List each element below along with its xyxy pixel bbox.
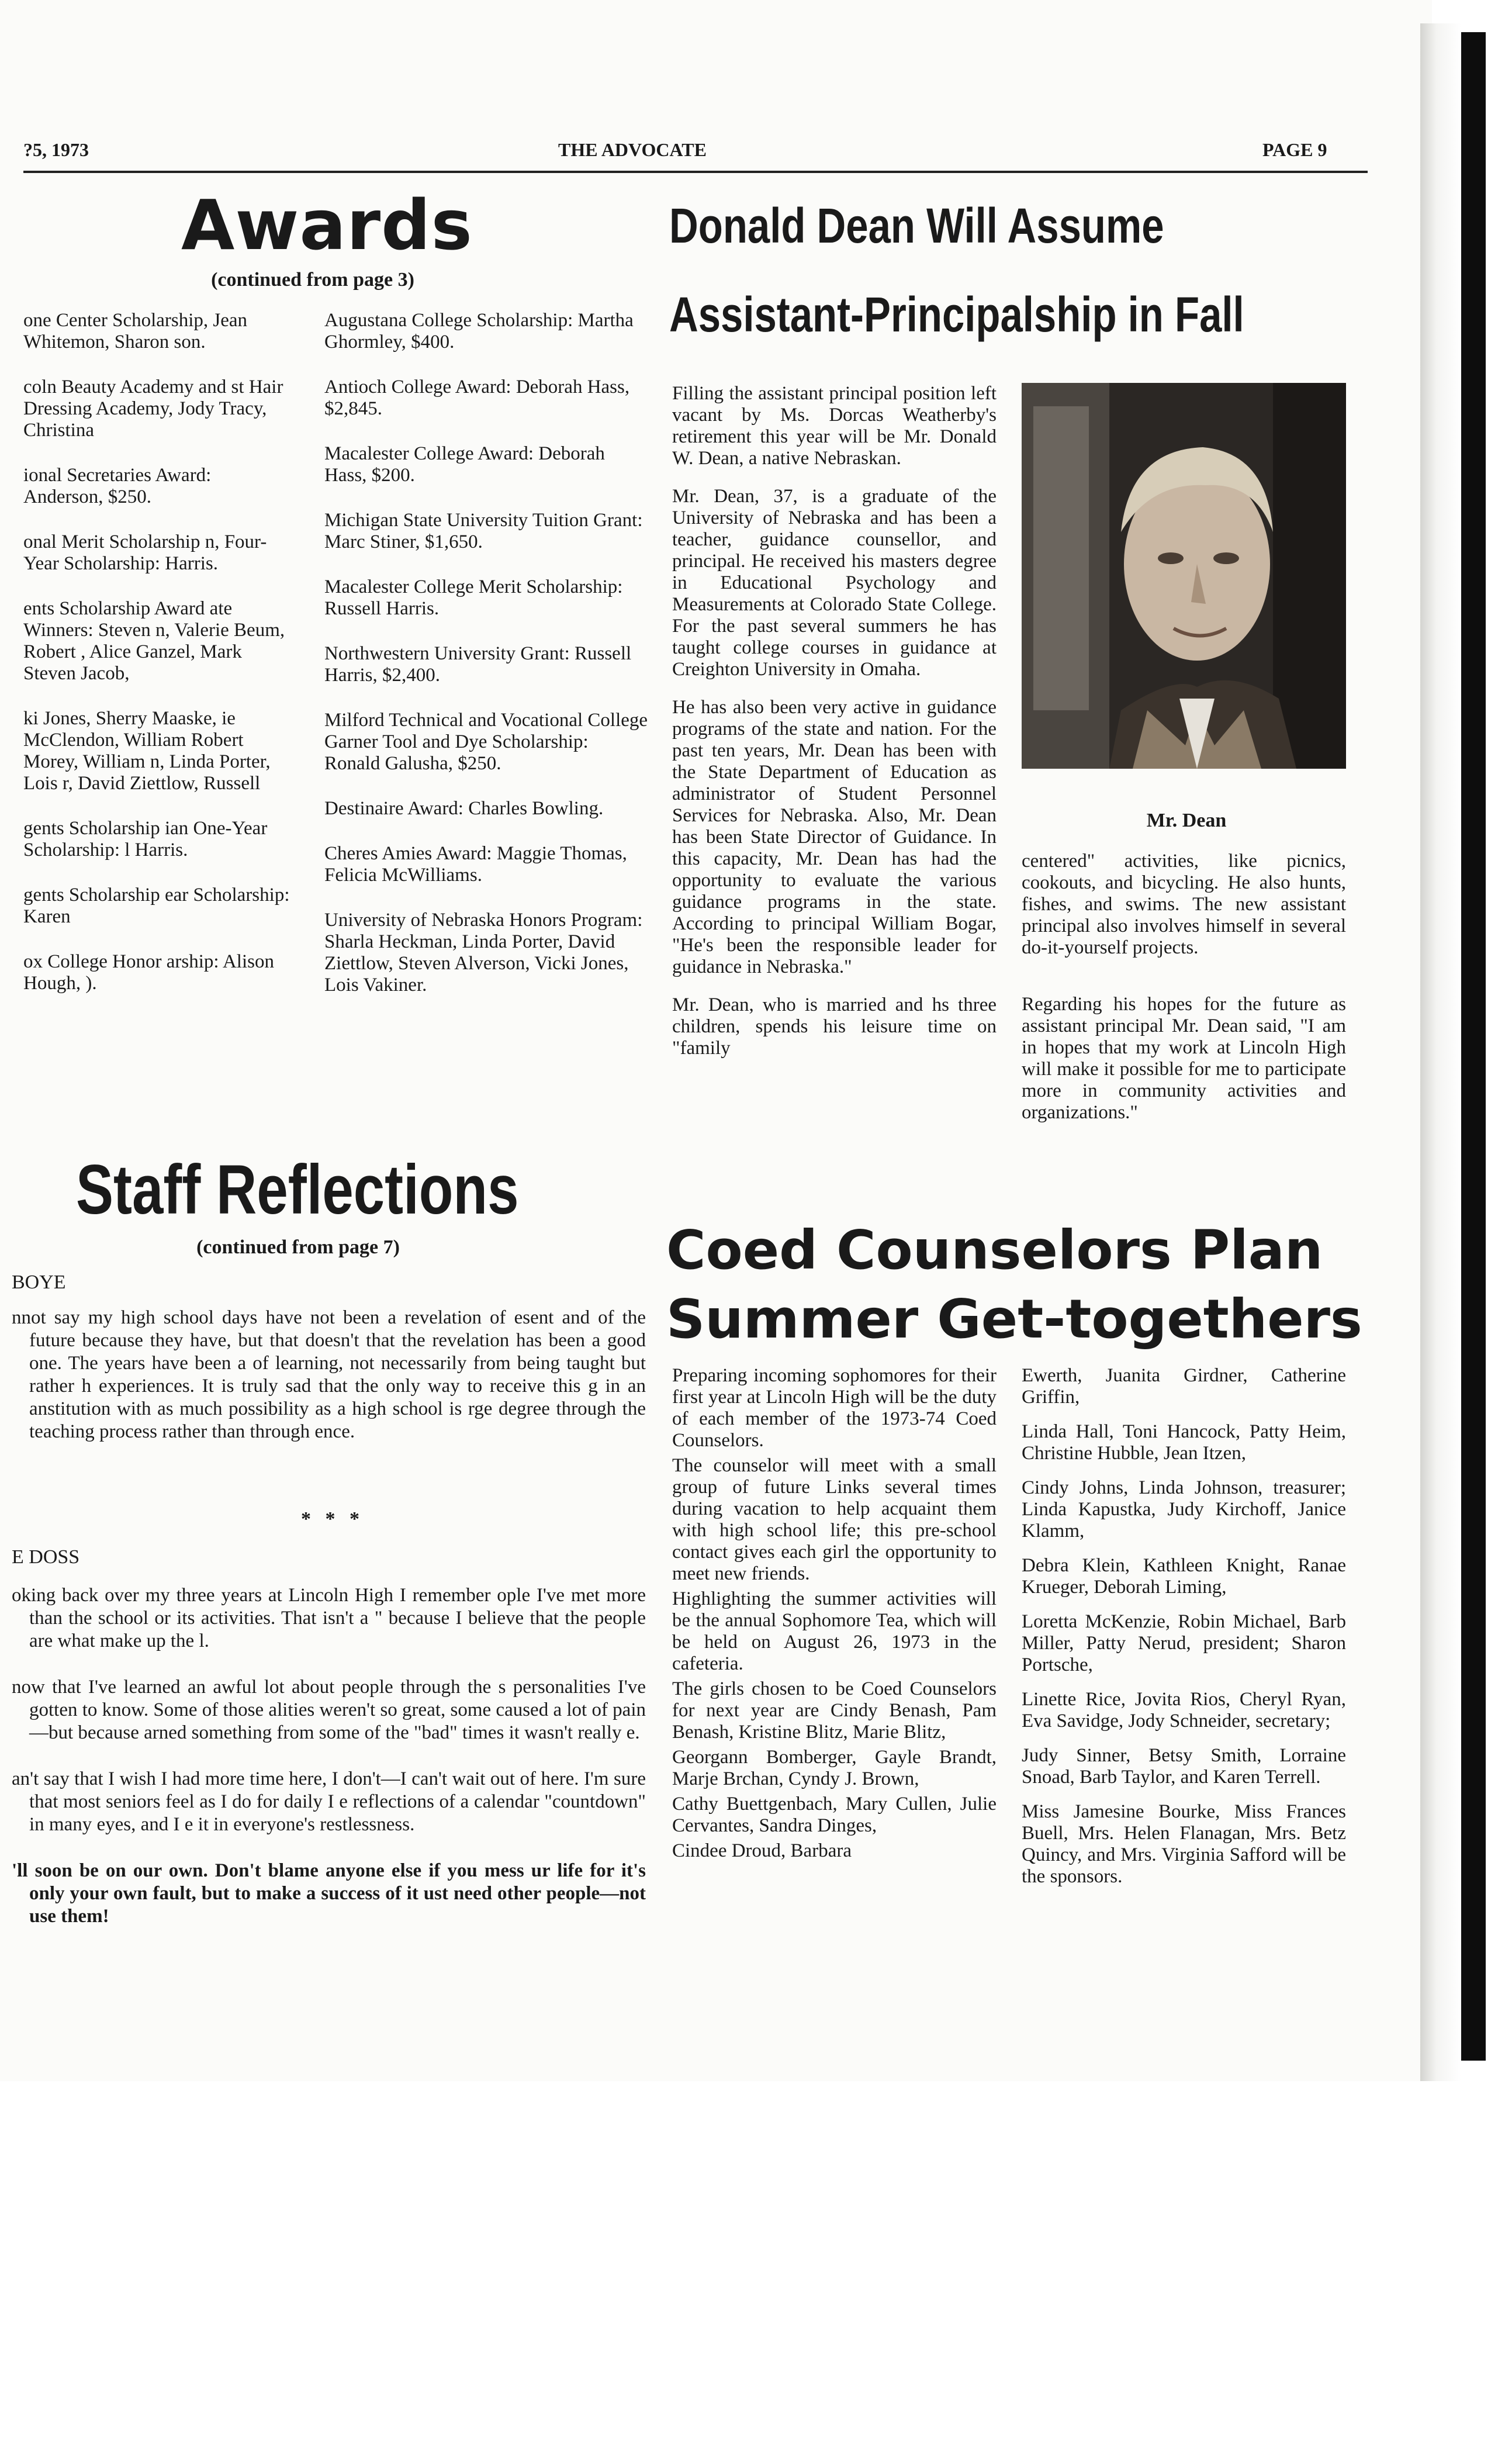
- dean-column-1: [672, 383, 997, 1083]
- award-item: coln Beauty Academy and st Hair Dressing Academy, Jody Tracy, Christina: [23, 376, 283, 441]
- photo-caption: Mr. Dean: [1146, 810, 1227, 831]
- page-shadow: [1420, 23, 1461, 2081]
- coed-headline: [666, 1216, 1362, 1354]
- award-item: Cheres Amies Award: Maggie Thomas, Felicia McWilliams.: [324, 843, 627, 886]
- section-divider-stars: * * *: [301, 1508, 364, 1530]
- coed-paragraph: Cindy Johns, Linda Johnson, treasurer; Linda Kapustka, Judy Kirchoff, Janice Klamm,: [1022, 1477, 1346, 1542]
- scanner-edge: [1461, 32, 1486, 2061]
- author-byline: E DOSS: [12, 1546, 80, 1568]
- coed-paragraph: Miss Jamesine Bourke, Miss Frances Buell, Mrs. Helen Flanagan, Mrs. Betz Quincy, and Mrs. Virginia Safford will be the sponsors.: [1022, 1801, 1346, 1887]
- coed-paragraph: Highlighting the summer activities will be the annual Sophomore Tea, which will be held on August 26, 1973 in the cafeteria.: [672, 1588, 997, 1674]
- awards-headline: Awards: [181, 185, 473, 265]
- dean-column-2: [1022, 851, 1346, 1147]
- awards-mid-column: [324, 310, 649, 1020]
- coed-paragraph: Linda Hall, Toni Hancock, Patty Heim, Christine Hubble, Jean Itzen,: [1022, 1421, 1346, 1464]
- coed-paragraph: Debra Klein, Kathleen Knight, Ranae Krueger, Deborah Liming,: [1022, 1555, 1346, 1598]
- award-item: University of Nebraska Honors Program: Sharla Heckman, Linda Porter, David Ziettlow, Steven Alverson, Vicki Jones, Lois Vakiner.: [324, 910, 643, 996]
- dean-paragraph: Mr. Dean, who is married and hs three children, spends his leisure time on "family: [672, 994, 997, 1059]
- award-item: gents Scholarship ear Scholarship: Karen: [23, 884, 290, 927]
- coed-paragraph: Linette Rice, Jovita Rios, Cheryl Ryan, Eva Savidge, Jody Schneider, secretary;: [1022, 1689, 1346, 1732]
- coed-paragraph: Cathy Buettgenbach, Mary Cullen, Julie Cervantes, Sandra Dinges,: [672, 1793, 997, 1836]
- portrait-illustration: [1022, 383, 1346, 769]
- award-item: Augustana College Scholarship: Martha Ghormley, $400.: [324, 310, 634, 353]
- staff-paragraph: an't say that I wish I had more time here, I don't—I can't wait out of here. I'm sure that most seniors feel as I do for daily I e reflections of a calendar "countdown" in many eyes, and I e it in everyone's restlessness.: [12, 1768, 646, 1835]
- staff-paragraph: nnot say my high school days have not been a revelation of esent and of the future because they have, but that doesn't that the revelation has been a good one. The years have been a of learning, not necessarily from being taught but rather h experiences. It is truly sad that the only way to receive this g in an anstitution with as much possibility as a high school is rge degree through the teaching process rather than through ence.: [12, 1307, 646, 1442]
- dean-headline-line-1: Donald Dean Will Assume: [669, 198, 1164, 253]
- award-item: onal Merit Scholarship n, Four-Year Scholarship: Harris.: [23, 531, 267, 574]
- coed-paragraph: Cindee Droud, Barbara: [672, 1840, 852, 1861]
- dean-headline: [669, 181, 1244, 359]
- award-item: Northwestern University Grant: Russell Harris, $2,400.: [324, 643, 632, 686]
- staff-reflection-2: [12, 1584, 646, 1928]
- award-item: ional Secretaries Award: Anderson, $250.: [23, 465, 212, 507]
- coed-paragraph: The girls chosen to be Coed Counselors for next year are Cindy Benash, Pam Benash, Kristine Blitz, Marie Blitz,: [672, 1678, 997, 1743]
- coed-column-1: [672, 1365, 997, 1885]
- issue-date: ?5, 1973: [23, 139, 89, 160]
- staff-paragraph: now that I've learned an awful lot about people through the s personalities I've gotten to know. Some of those alities weren't so great, some caused a lot of pain—but because arned something from some of the "bad" times it wasn't really e.: [12, 1677, 646, 1743]
- dean-paragraph: He has also been very active in guidance programs of the state and nation. For the past ten years, Mr. Dean has been with the State Department of Education as administrator of Student Personnel Services for Nebraska. Also, Mr. Dean has been State Director of Guidance. In this capacity, Mr. Dean has had the opportunity to evaluate the various guidance programs in the state. According to principal William Bogar, "He's been the responsible leader for guidance in Nebraska.": [672, 697, 997, 977]
- coed-headline-line-2: Summer Get-togethers: [666, 1288, 1362, 1350]
- award-item: ox College Honor arship: Alison Hough, ).: [23, 951, 274, 994]
- award-item: Antioch College Award: Deborah Hass, $2,845.: [324, 376, 630, 419]
- staff-reflection-1: [12, 1307, 646, 1443]
- dean-paragraph: Filling the assistant principal position left vacant by Ms. Dorcas Weatherby's retirement this year will be Mr. Donald W. Dean, a native Nebraskan.: [672, 383, 997, 469]
- award-item: Michigan State University Tuition Grant: Marc Stiner, $1,650.: [324, 510, 643, 552]
- award-item: Macalester College Merit Scholarship: Russell Harris.: [324, 576, 623, 619]
- dean-portrait-photo: [1022, 383, 1346, 769]
- coed-paragraph: Loretta McKenzie, Robin Michael, Barb Miller, Patty Nerud, president; Sharon Portsche,: [1022, 1611, 1346, 1675]
- award-item: one Center Scholarship, Jean Whitemon, Sharon son.: [23, 310, 248, 353]
- staff-paragraph: oking back over my three years at Lincoln High I remember ople I've met more than the school or its activities. That isn't a " because I believe that the people are what make up the l.: [12, 1585, 646, 1651]
- coed-paragraph: Judy Sinner, Betsy Smith, Lorraine Snoad, Barb Taylor, and Karen Terrell.: [1022, 1745, 1346, 1788]
- awards-left-column: [23, 310, 292, 1018]
- coed-headline-line-1: Coed Counselors Plan: [666, 1219, 1323, 1281]
- award-item: ki Jones, Sherry Maaske, ie McClendon, William Robert Morey, William n, Linda Porter, Lois r, David Ziettlow, Russell: [23, 708, 271, 794]
- staff-reflections-headline: Staff Reflections: [76, 1150, 519, 1229]
- coed-paragraph: Ewerth, Juanita Girdner, Catherine Griffin,: [1022, 1365, 1346, 1408]
- award-item: Milford Technical and Vocational College Garner Tool and Dye Scholarship: Ronald Galusha, $250.: [324, 710, 648, 774]
- dean-paragraph: centered" activities, like picnics, cookouts, and bicycling. He also hunts, fishes, and swims. The new assistant principal also involves himself in several do-it-yourself projects.: [1022, 851, 1346, 958]
- header-rule: [23, 171, 1368, 173]
- dean-paragraph: Regarding his hopes for the future as assistant principal Mr. Dean said, "I am in hopes that my work at Lincoln High will make it possible for me to participate more in community activities and organizations.": [1022, 994, 1346, 1123]
- award-item: Destinaire Award: Charles Bowling.: [324, 798, 604, 819]
- awards-continued: (continued from page 3): [211, 269, 414, 291]
- staff-continued: (continued from page 7): [196, 1236, 400, 1258]
- coed-column-2: [1022, 1365, 1346, 1911]
- award-item: Macalester College Award: Deborah Hass, $200.: [324, 443, 605, 486]
- paper-name: THE ADVOCATE: [558, 139, 707, 160]
- dean-headline-line-2: Assistant-Principalship in Fall: [669, 287, 1244, 342]
- coed-paragraph: The counselor will meet with a small group of future Links several times during vacation to help acquaint them with high school life; this pre-school contact gives each girl the opportunity to meet new friends.: [672, 1455, 997, 1584]
- dean-paragraph: Mr. Dean, 37, is a graduate of the University of Nebraska and has been a teacher, guidance counsellor, and principal. He received his masters degree in Educational Psychology and Measurements at Colorado State College. For the past several summers he has taught college courses in guidance at Creighton University in Omaha.: [672, 486, 997, 680]
- award-item: ents Scholarship Award ate Winners: Steven n, Valerie Beum, Robert , Alice Ganzel, Mark Steven Jacob,: [23, 598, 285, 684]
- award-item: gents Scholarship ian One-Year Scholarship: l Harris.: [23, 818, 268, 861]
- page-number: PAGE 9: [1262, 139, 1327, 160]
- coed-paragraph: Georgann Bomberger, Gayle Brandt, Marje Brchan, Cyndy J. Brown,: [672, 1747, 997, 1789]
- coed-paragraph: Preparing incoming sophomores for their first year at Lincoln High will be the duty of each member of the 1973-74 Coed Counselors.: [672, 1365, 997, 1451]
- staff-paragraph: 'll soon be on our own. Don't blame anyone else if you mess ur life for it's only your own fault, but to make a success of it ust need other people—not use them!: [12, 1860, 646, 1927]
- author-byline: BOYE: [12, 1271, 66, 1293]
